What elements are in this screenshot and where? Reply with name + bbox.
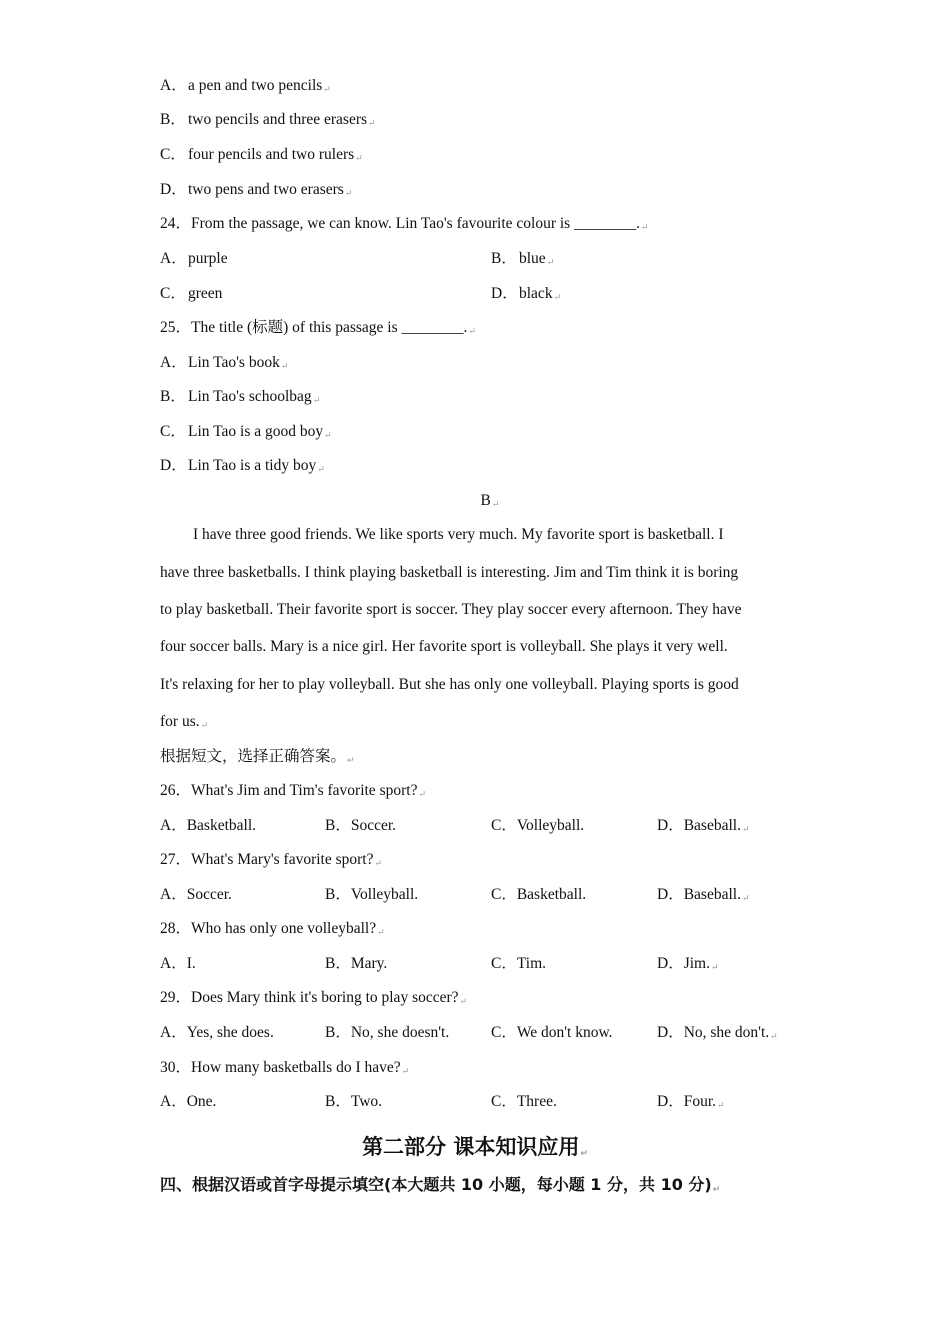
q26-option-b: B．Soccer. <box>325 817 397 834</box>
q30-option-a: A．One. <box>160 1093 217 1110</box>
section-four-heading: 四、根据汉语或首字母提示填空(本大题共 10 小题，每小题 1 分，共 10 分)↵ <box>160 1175 721 1195</box>
option-text: Lin Tao is a tidy boy <box>188 457 317 474</box>
passage-line-4: four soccer balls. Mary is a nice girl. Her favorite sport is volleyball. She plays it very well. <box>160 638 728 655</box>
option-label: B． <box>160 388 186 405</box>
question-stem: 28．Who has only one volleyball? <box>160 920 377 937</box>
passage-instruction: 根据短文，选择正确答案。↵ <box>160 747 355 766</box>
option-text: green <box>188 285 223 302</box>
option-label: D． <box>491 285 518 302</box>
option-text: D．Baseball. <box>657 817 741 834</box>
q23-option-d: D．two pens and two erasers↵ <box>160 181 353 198</box>
q27-option-a: A．Soccer. <box>160 886 232 903</box>
question-stem: 25．The title (标题) of this passage is ________. <box>160 319 468 336</box>
q27-option-b: B．Volleyball. <box>325 886 419 903</box>
question-stem: 26．What's Jim and Tim's favorite sport? <box>160 782 418 799</box>
option-label: D． <box>160 181 187 198</box>
q29-option-b: B．No, she doesn't. <box>325 1024 450 1041</box>
option-label: A． <box>160 354 187 371</box>
question-stem: 29．Does Mary think it's boring to play soccer? <box>160 989 459 1006</box>
q29-option-c: C．We don't know. <box>491 1024 613 1041</box>
q28-option-c: C．Tim. <box>491 955 546 972</box>
option-text: a pen and two pencils <box>188 77 323 94</box>
option-text: two pencils and three erasers <box>188 111 368 128</box>
q26-stem: 26．What's Jim and Tim's favorite sport?↵ <box>160 782 426 799</box>
question-stem: 27．What's Mary's favorite sport? <box>160 851 374 868</box>
option-text: purple <box>188 250 228 267</box>
passage-line-2: have three basketballs. I think playing basketball is interesting. Jim and Tim think it is boring <box>160 564 739 581</box>
q26-option-a: A．Basketball. <box>160 817 256 834</box>
q30-option-c: C．Three. <box>491 1093 557 1110</box>
q25-option-a: A．Lin Tao's book↵ <box>160 354 289 371</box>
passage-line-6-text: for us. <box>160 713 200 730</box>
option-text: D．No, she don't. <box>657 1024 770 1041</box>
option-label: C． <box>160 146 186 163</box>
q27-option-c: C．Basketball. <box>491 886 587 903</box>
q25-option-c: C． Lin Tao is a good boy↵ <box>160 423 332 440</box>
option-text: two pens and two erasers <box>188 181 344 198</box>
passage-heading-text: B <box>480 492 491 509</box>
option-label: D． <box>160 457 187 474</box>
option-label: A． <box>160 250 187 267</box>
option-text: black <box>519 285 553 302</box>
option-text: four pencils and two rulers <box>188 146 355 163</box>
option-text: blue <box>519 250 546 267</box>
option-text: D．Baseball. <box>657 886 741 903</box>
q23-option-a: A．a pen and two pencils↵ <box>160 77 331 94</box>
instruction-text: 根据短文，选择正确答案。 <box>160 747 347 765</box>
q24-stem: 24．From the passage, we can know. Lin Tao's favourite colour is ________.↵ <box>160 215 649 232</box>
option-label: C． <box>160 423 186 440</box>
q29-stem: 29．Does Mary think it's boring to play soccer?↵ <box>160 989 468 1006</box>
option-text: D．Jim. <box>657 955 710 972</box>
q30-option-d: D．Four.↵ <box>657 1093 725 1110</box>
option-text: D．Four. <box>657 1093 716 1110</box>
passage-heading: B↵ <box>480 492 500 509</box>
passage-line-5: It's relaxing for her to play volleyball. But she has only one volleyball. Playing sports is good <box>160 676 739 693</box>
option-label: B． <box>491 250 517 267</box>
q30-option-b: B．Two. <box>325 1093 383 1110</box>
question-stem: 30．How many basketballs do I have? <box>160 1059 401 1076</box>
section-four-heading-text: 四、根据汉语或首字母提示填空(本大题共 10 小题，每小题 1 分，共 10 分) <box>160 1175 712 1194</box>
q25-option-d: D．Lin Tao is a tidy boy↵ <box>160 457 325 474</box>
q24-option-c <box>160 284 222 304</box>
q24-option-a <box>160 249 228 269</box>
option-label: C． <box>160 285 186 302</box>
part-two-title: 第二部分 课本知识应用↵ <box>362 1135 588 1159</box>
q29-option-a: A．Yes, she does. <box>160 1024 274 1041</box>
q28-option-d: D．Jim.↵ <box>657 955 719 972</box>
q24-option-b: B． blue↵ <box>491 250 555 267</box>
q23-option-b: B． two pencils and three erasers↵ <box>160 111 376 128</box>
option-label: A． <box>160 77 187 94</box>
q27-option-d: D．Baseball.↵ <box>657 886 750 903</box>
passage-line-3: to play basketball. Their favorite sport is soccer. They play soccer every afternoon. They have <box>160 601 742 618</box>
q26-option-d: D．Baseball.↵ <box>657 817 750 834</box>
option-text: Lin Tao is a good boy <box>188 423 324 440</box>
q28-option-b: B．Mary. <box>325 955 388 972</box>
question-stem: 24．From the passage, we can know. Lin Tao's favourite colour is ________. <box>160 215 640 232</box>
q25-option-b: B． Lin Tao's schoolbag↵ <box>160 388 321 405</box>
q27-stem: 27．What's Mary's favorite sport?↵ <box>160 851 383 868</box>
option-text: Lin Tao's schoolbag <box>188 388 312 405</box>
q28-stem: 28．Who has only one volleyball?↵ <box>160 920 385 937</box>
option-text: Lin Tao's book <box>188 354 280 371</box>
q26-option-c: C．Volleyball. <box>491 817 585 834</box>
q29-option-d: D．No, she don't.↵ <box>657 1024 778 1041</box>
q30-stem: 30．How many basketballs do I have?↵ <box>160 1059 410 1076</box>
option-label: B． <box>160 111 186 128</box>
q24-option-d: D．black↵ <box>491 285 562 302</box>
part-two-title-text: 第二部分 课本知识应用 <box>362 1135 580 1159</box>
passage-line-6: for us.↵ <box>160 713 209 730</box>
passage-line-1: I have three good friends. We like sports very much. My favorite sport is basketball. I <box>193 526 724 543</box>
q28-option-a: A．I. <box>160 955 196 972</box>
q23-option-c: C． four pencils and two rulers↵ <box>160 146 363 163</box>
q25-stem: 25．The title (标题) of this passage is ________.↵ <box>160 319 476 336</box>
